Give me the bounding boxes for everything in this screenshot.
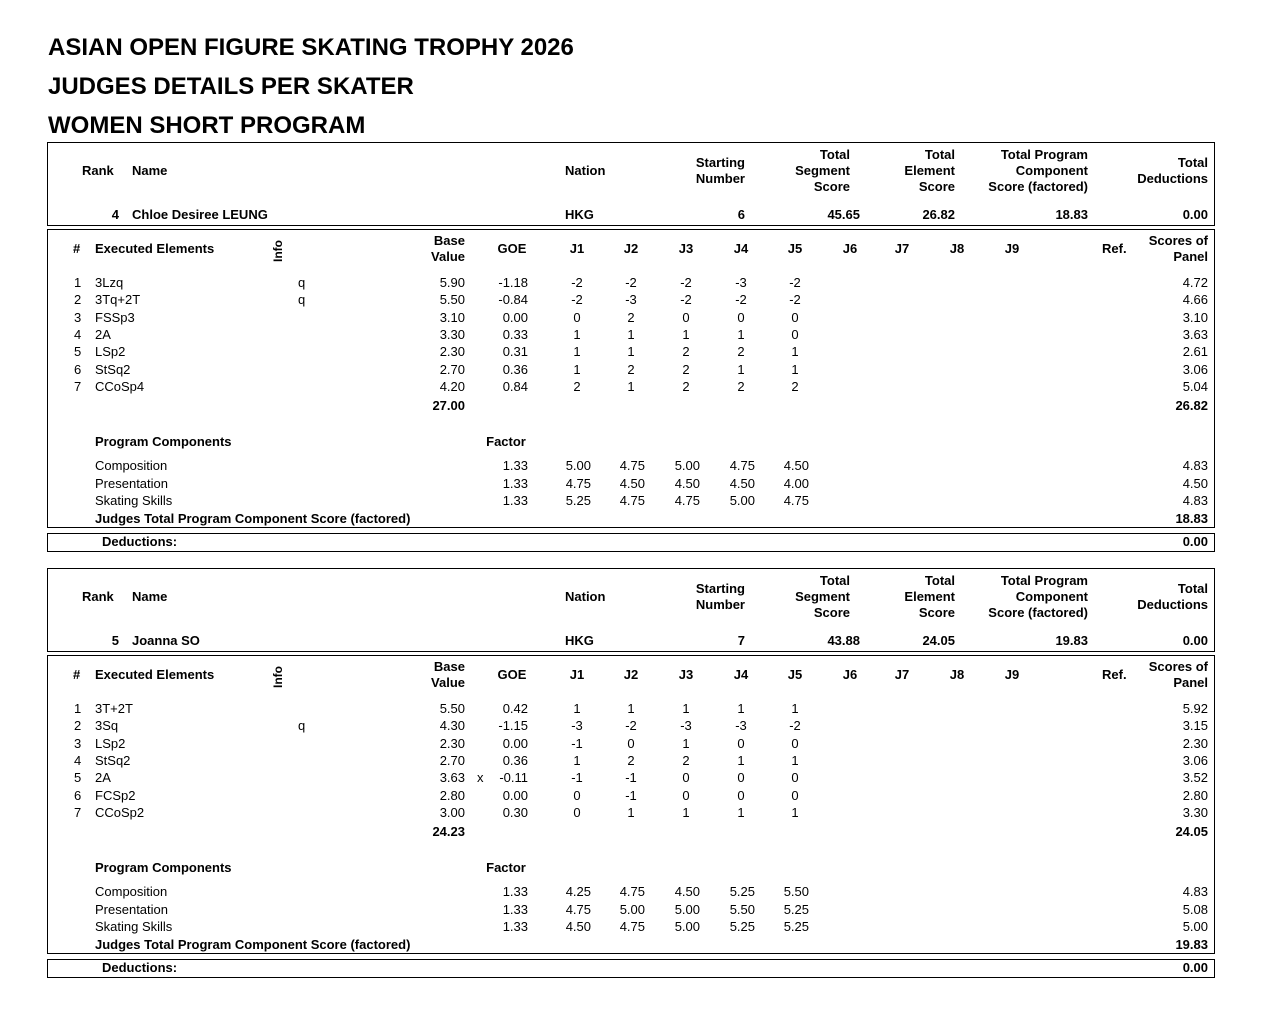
element-judge-1-goe: -2 (571, 275, 583, 290)
component-judge-1-mark: 5.00 (565, 458, 591, 473)
element-judge-3-goe: -3 (680, 718, 692, 734)
label-starting-number-line-2: Number (695, 171, 745, 186)
element-base-value: 4.20 (439, 378, 465, 394)
element-judge-2-goe: 2 (627, 752, 635, 768)
element-judge-1-goe: 1 (573, 344, 581, 360)
component-judge-4-mark: 4.50 (729, 475, 755, 491)
element-judge-4-goe: 0 (737, 735, 745, 751)
label-total-pcs-line-2: Component (1015, 589, 1088, 604)
component-name: Skating Skills (95, 493, 173, 508)
component-judge-1-mark: 4.75 (565, 901, 591, 917)
element-info: q (298, 292, 306, 308)
skater-nation: HKG (565, 207, 594, 222)
col-info: Info (271, 666, 285, 688)
col-base-value-line-1: Base (433, 233, 465, 248)
element-judge-2-goe: 1 (627, 326, 635, 342)
component-factor: 1.33 (502, 458, 528, 473)
element-judge-2-goe: 0 (627, 735, 635, 751)
component-factor: 1.33 (502, 901, 528, 917)
skater-total-segment-score: 43.88 (827, 633, 860, 648)
element-panel-score: 2.61 (1182, 344, 1208, 360)
label-nation: Nation (565, 589, 606, 604)
label-total-element-score-line-1: Total (924, 573, 955, 588)
component-judge-2-mark: 4.75 (619, 493, 645, 508)
element-judge-5-goe: 1 (791, 752, 799, 768)
element-x-flag: x (477, 770, 484, 786)
element-judge-3-goe: 0 (682, 309, 690, 325)
element-judge-5-goe: 2 (791, 378, 799, 394)
element-judge-4-goe: 0 (737, 309, 745, 325)
skater-rank: 5 (111, 633, 119, 648)
element-panel-score: 3.06 (1182, 361, 1208, 377)
element-judge-1-goe: -1 (571, 735, 583, 751)
element-base-value: 3.10 (439, 309, 465, 325)
component-judge-5-mark: 4.00 (783, 475, 809, 491)
element-num: 4 (74, 326, 82, 342)
element-judge-4-goe: 2 (737, 344, 745, 360)
component-name: Skating Skills (95, 919, 173, 934)
col-judge-1: J1 (569, 241, 585, 256)
label-total-segment-score-line-1: Total (819, 147, 850, 162)
col-ref: Ref. (1102, 241, 1127, 256)
element-judge-3-goe: 0 (682, 770, 690, 786)
element-judge-3-goe: 1 (682, 735, 690, 751)
element-judge-4-goe: 0 (737, 770, 745, 786)
element-judge-2-goe: -3 (625, 292, 637, 308)
element-code: 2A (95, 326, 111, 342)
col-num: # (73, 241, 81, 256)
element-judge-1-goe: -3 (571, 718, 583, 734)
label-total-pcs-line-1: Total Program (1000, 573, 1088, 588)
label-nation: Nation (565, 163, 606, 178)
label-judges-total-pcs: Judges Total Program Component Score (factored) (95, 511, 411, 526)
element-code: StSq2 (95, 361, 131, 377)
element-base-value: 3.63 (439, 770, 465, 786)
element-judge-4-goe: -3 (735, 718, 747, 734)
element-goe: 0.42 (502, 701, 528, 716)
element-judge-1-goe: 0 (573, 787, 581, 803)
element-code: StSq2 (95, 752, 131, 768)
label-total-element-score-line-2: Element (904, 163, 955, 178)
col-judge-7: J7 (894, 667, 910, 682)
component-panel-score: 4.83 (1182, 458, 1208, 473)
label-total-element-score-line-3: Score (918, 605, 955, 620)
element-goe: 0.33 (502, 326, 528, 342)
title-report: JUDGES DETAILS PER SKATER (48, 73, 414, 100)
skater-total-pcs: 18.83 (1055, 207, 1088, 222)
label-total-element-score-line-1: Total (924, 147, 955, 162)
element-judge-2-goe: 2 (627, 361, 635, 377)
component-name: Presentation (95, 475, 168, 491)
col-judge-9: J9 (1004, 241, 1020, 256)
label-total-segment-score-line-2: Segment (795, 163, 850, 178)
element-panel-score: 3.15 (1182, 718, 1208, 734)
col-judge-2: J2 (623, 241, 639, 256)
label-total-segment-score-line-3: Score (813, 179, 850, 194)
component-panel-score: 4.50 (1182, 475, 1208, 491)
skater-nation: HKG (565, 633, 594, 648)
element-judge-2-goe: -2 (625, 275, 637, 290)
label-total-pcs-line-1: Total Program (1000, 147, 1088, 162)
component-factor: 1.33 (502, 884, 528, 899)
element-judge-3-goe: 0 (682, 787, 690, 803)
element-judge-1-goe: 0 (573, 804, 581, 820)
element-num: 2 (74, 292, 82, 308)
element-num: 3 (74, 309, 82, 325)
component-judge-3-mark: 5.00 (674, 919, 700, 934)
element-judge-1-goe: -2 (571, 292, 583, 308)
element-judge-4-goe: 1 (737, 804, 745, 820)
element-judge-2-goe: 1 (627, 701, 635, 716)
element-goe: 0.84 (502, 378, 528, 394)
title-segment: WOMEN SHORT PROGRAM (48, 112, 366, 139)
label-total-element-score-line-3: Score (918, 179, 955, 194)
component-judge-4-mark: 5.50 (729, 901, 755, 917)
skater-total-deductions: 0.00 (1182, 207, 1208, 222)
deductions-value: 0.00 (1182, 960, 1208, 975)
element-judge-3-goe: 2 (682, 361, 690, 377)
element-judge-5-goe: 0 (791, 326, 799, 342)
deductions-value: 0.00 (1182, 534, 1208, 549)
component-judge-3-mark: 4.75 (674, 493, 700, 508)
element-base-value: 2.70 (439, 361, 465, 377)
label-name: Name (132, 589, 168, 604)
element-base-value: 2.70 (439, 752, 465, 768)
col-judge-1: J1 (569, 667, 585, 682)
col-ref: Ref. (1102, 667, 1127, 682)
element-base-value: 4.30 (439, 718, 465, 734)
component-judge-1-mark: 4.75 (565, 475, 591, 491)
component-judge-5-mark: 4.75 (783, 493, 809, 508)
col-judge-5: J5 (787, 667, 803, 682)
col-scores-of-panel-line-1: Scores of (1148, 659, 1208, 674)
col-scores-of-panel-line-2: Panel (1173, 675, 1208, 690)
label-total-pcs-line-3: Score (factored) (988, 605, 1088, 620)
element-judge-2-goe: 1 (627, 804, 635, 820)
label-total-pcs-line-3: Score (factored) (988, 179, 1088, 194)
element-code: FSSp3 (95, 309, 135, 325)
element-judge-5-goe: 0 (791, 735, 799, 751)
element-num: 4 (74, 752, 82, 768)
skater-starting-number: 6 (737, 207, 745, 222)
element-code: LSp2 (95, 344, 126, 360)
skater-total-element-score: 26.82 (922, 207, 955, 222)
element-base-value: 5.90 (439, 275, 465, 290)
element-judge-3-goe: 2 (682, 378, 690, 394)
skater-name: Chloe Desiree LEUNG (132, 207, 268, 222)
element-judge-4-goe: 1 (737, 752, 745, 768)
element-code: FCSp2 (95, 787, 136, 803)
label-total-segment-score-line-1: Total (819, 573, 850, 588)
element-panel-score: 5.04 (1182, 378, 1208, 394)
element-goe: -1.18 (498, 275, 528, 290)
col-base-value-line-2: Value (431, 249, 465, 264)
element-panel-score: 2.80 (1182, 787, 1208, 803)
label-total-deductions-line-2: Deductions (1137, 171, 1208, 186)
tes-total: 24.05 (1175, 824, 1208, 839)
element-panel-score: 3.52 (1182, 770, 1208, 786)
col-judge-8: J8 (949, 241, 965, 256)
element-num: 1 (74, 275, 82, 290)
skater-total-segment-score: 45.65 (827, 207, 860, 222)
label-total-deductions-line-1: Total (1177, 581, 1208, 596)
element-judge-4-goe: 1 (737, 701, 745, 716)
label-total-segment-score-line-2: Segment (795, 589, 850, 604)
element-judge-3-goe: 1 (682, 701, 690, 716)
element-judge-5-goe: 0 (791, 770, 799, 786)
element-panel-score: 5.92 (1182, 701, 1208, 716)
element-judge-4-goe: -2 (735, 292, 747, 308)
element-judge-4-goe: 2 (737, 378, 745, 394)
label-total-deductions-line-2: Deductions (1137, 597, 1208, 612)
component-panel-score: 4.83 (1182, 493, 1208, 508)
element-num: 5 (74, 344, 82, 360)
col-base-value-line-1: Base (433, 659, 465, 674)
element-judge-3-goe: 1 (682, 804, 690, 820)
component-judge-4-mark: 5.25 (729, 919, 755, 934)
col-judge-4: J4 (733, 241, 749, 256)
component-factor: 1.33 (502, 475, 528, 491)
label-program-components: Program Components (95, 860, 232, 875)
label-factor: Factor (486, 434, 526, 449)
element-judge-1-goe: 1 (573, 326, 581, 342)
element-judge-2-goe: 2 (627, 309, 635, 325)
col-base-value-line-2: Value (431, 675, 465, 690)
component-judge-2-mark: 4.75 (619, 919, 645, 934)
skater-starting-number: 7 (737, 633, 745, 648)
element-judge-2-goe: 1 (627, 344, 635, 360)
element-goe: -0.84 (498, 292, 528, 308)
element-judge-1-goe: -1 (571, 770, 583, 786)
element-code: 3Lzq (95, 275, 124, 290)
element-code: 3Tq+2T (95, 292, 141, 308)
element-code: LSp2 (95, 735, 126, 751)
col-judge-9: J9 (1004, 667, 1020, 682)
element-base-value: 3.30 (439, 326, 465, 342)
col-executed-elements: Executed Elements (95, 241, 215, 256)
component-judge-3-mark: 4.50 (674, 884, 700, 899)
element-judge-4-goe: 1 (737, 326, 745, 342)
component-judge-4-mark: 4.75 (729, 458, 755, 473)
component-judge-3-mark: 5.00 (674, 458, 700, 473)
element-num: 1 (74, 701, 82, 716)
element-panel-score: 2.30 (1182, 735, 1208, 751)
col-judge-7: J7 (894, 241, 910, 256)
component-panel-score: 5.00 (1182, 919, 1208, 934)
element-code: CCoSp4 (95, 378, 145, 394)
element-base-value: 2.30 (439, 344, 465, 360)
element-panel-score: 3.30 (1182, 804, 1208, 820)
skater-rank: 4 (111, 207, 119, 222)
component-judge-4-mark: 5.00 (729, 493, 755, 508)
component-panel-score: 4.83 (1182, 884, 1208, 899)
element-judge-1-goe: 1 (573, 701, 581, 716)
label-judges-total-pcs: Judges Total Program Component Score (factored) (95, 937, 411, 952)
element-num: 7 (74, 804, 82, 820)
element-judge-1-goe: 1 (573, 752, 581, 768)
element-judge-3-goe: 2 (682, 752, 690, 768)
tes-total: 26.82 (1175, 398, 1208, 413)
col-scores-of-panel-line-1: Scores of (1148, 233, 1208, 248)
component-judge-2-mark: 4.50 (619, 475, 645, 491)
skater-total-element-score: 24.05 (922, 633, 955, 648)
label-factor: Factor (486, 860, 526, 875)
element-judge-2-goe: 1 (627, 378, 635, 394)
component-judge-3-mark: 4.50 (674, 475, 700, 491)
element-judge-5-goe: 0 (791, 787, 799, 803)
label-total-segment-score-line-3: Score (813, 605, 850, 620)
element-panel-score: 4.72 (1182, 275, 1208, 290)
element-goe: 0.31 (502, 344, 528, 360)
label-starting-number-line-1: Starting (695, 155, 745, 170)
element-judge-1-goe: 1 (573, 361, 581, 377)
element-code: CCoSp2 (95, 804, 145, 820)
component-judge-2-mark: 4.75 (619, 458, 645, 473)
component-judge-1-mark: 4.25 (565, 884, 591, 899)
col-judge-2: J2 (623, 667, 639, 682)
element-base-value: 5.50 (439, 701, 465, 716)
element-judge-1-goe: 0 (573, 309, 581, 325)
base-value-total: 27.00 (432, 398, 465, 413)
element-judge-3-goe: 1 (682, 326, 690, 342)
element-judge-5-goe: -2 (789, 718, 801, 734)
element-judge-3-goe: -2 (680, 292, 692, 308)
col-info: Info (271, 240, 285, 262)
element-goe: 0.00 (502, 309, 528, 325)
element-goe: -1.15 (498, 718, 528, 734)
element-code: 3Sq (95, 718, 119, 734)
label-rank: Rank (82, 589, 114, 604)
skater-total-pcs: 19.83 (1055, 633, 1088, 648)
pcs-total: 18.83 (1175, 511, 1208, 526)
element-num: 2 (74, 718, 82, 734)
element-judge-5-goe: 1 (791, 361, 799, 377)
component-judge-5-mark: 4.50 (783, 458, 809, 473)
component-judge-5-mark: 5.25 (783, 919, 809, 934)
col-judge-3: J3 (678, 667, 694, 682)
label-deductions: Deductions: (102, 534, 178, 549)
element-base-value: 2.80 (439, 787, 465, 803)
component-name: Presentation (95, 901, 168, 917)
col-executed-elements: Executed Elements (95, 667, 215, 682)
col-judge-6: J6 (842, 241, 858, 256)
component-judge-2-mark: 4.75 (619, 884, 645, 899)
element-panel-score: 3.10 (1182, 309, 1208, 325)
element-judge-1-goe: 2 (573, 378, 581, 394)
element-base-value: 2.30 (439, 735, 465, 751)
element-num: 7 (74, 378, 82, 394)
element-judge-4-goe: 0 (737, 787, 745, 803)
element-judge-4-goe: 1 (737, 361, 745, 377)
skater-name: Joanna SO (132, 633, 200, 648)
element-info: q (298, 718, 306, 734)
label-name: Name (132, 163, 168, 178)
element-panel-score: 3.63 (1182, 326, 1208, 342)
col-goe: GOE (497, 667, 527, 682)
label-starting-number-line-1: Starting (695, 581, 745, 596)
component-panel-score: 5.08 (1182, 901, 1208, 917)
base-value-total: 24.23 (432, 824, 465, 839)
element-judge-2-goe: -1 (625, 787, 637, 803)
component-factor: 1.33 (502, 493, 528, 508)
component-judge-2-mark: 5.00 (619, 901, 645, 917)
skater-total-deductions: 0.00 (1182, 633, 1208, 648)
element-base-value: 5.50 (439, 292, 465, 308)
element-goe: 0.36 (502, 752, 528, 768)
label-total-element-score-line-2: Element (904, 589, 955, 604)
element-judge-3-goe: -2 (680, 275, 692, 290)
label-total-pcs-line-2: Component (1015, 163, 1088, 178)
col-judge-3: J3 (678, 241, 694, 256)
element-judge-2-goe: -2 (625, 718, 637, 734)
col-goe: GOE (497, 241, 527, 256)
element-goe: 0.30 (502, 804, 528, 820)
element-judge-5-goe: 0 (791, 309, 799, 325)
element-base-value: 3.00 (439, 804, 465, 820)
element-judge-5-goe: -2 (789, 275, 801, 290)
element-panel-score: 4.66 (1182, 292, 1208, 308)
element-num: 3 (74, 735, 82, 751)
label-program-components: Program Components (95, 434, 232, 449)
component-judge-5-mark: 5.50 (783, 884, 809, 899)
col-judge-8: J8 (949, 667, 965, 682)
col-num: # (73, 667, 81, 682)
col-judge-4: J4 (733, 667, 749, 682)
component-name: Composition (95, 884, 168, 899)
element-num: 6 (74, 787, 82, 803)
col-judge-5: J5 (787, 241, 803, 256)
pcs-total: 19.83 (1175, 937, 1208, 952)
col-judge-6: J6 (842, 667, 858, 682)
element-num: 5 (74, 770, 82, 786)
element-info: q (298, 275, 306, 290)
label-starting-number-line-2: Number (695, 597, 745, 612)
element-panel-score: 3.06 (1182, 752, 1208, 768)
component-factor: 1.33 (502, 919, 528, 934)
component-judge-1-mark: 4.50 (565, 919, 591, 934)
element-judge-5-goe: -2 (789, 292, 801, 308)
col-scores-of-panel-line-2: Panel (1173, 249, 1208, 264)
element-judge-5-goe: 1 (791, 804, 799, 820)
element-code: 2A (95, 770, 111, 786)
label-deductions: Deductions: (102, 960, 178, 975)
component-judge-5-mark: 5.25 (783, 901, 809, 917)
component-judge-3-mark: 5.00 (674, 901, 700, 917)
element-code: 3T+2T (95, 701, 133, 716)
element-judge-5-goe: 1 (791, 344, 799, 360)
component-name: Composition (95, 458, 168, 473)
component-judge-1-mark: 5.25 (565, 493, 591, 508)
label-rank: Rank (82, 163, 114, 178)
element-judge-3-goe: 2 (682, 344, 690, 360)
title-event: ASIAN OPEN FIGURE SKATING TROPHY 2026 (48, 34, 574, 61)
element-goe: 0.00 (502, 787, 528, 803)
component-judge-4-mark: 5.25 (729, 884, 755, 899)
label-total-deductions-line-1: Total (1177, 155, 1208, 170)
element-judge-5-goe: 1 (791, 701, 799, 716)
element-num: 6 (74, 361, 82, 377)
element-goe: -0.11 (499, 770, 528, 786)
element-goe: 0.00 (502, 735, 528, 751)
element-judge-2-goe: -1 (625, 770, 637, 786)
element-goe: 0.36 (502, 361, 528, 377)
element-judge-4-goe: -3 (735, 275, 747, 290)
